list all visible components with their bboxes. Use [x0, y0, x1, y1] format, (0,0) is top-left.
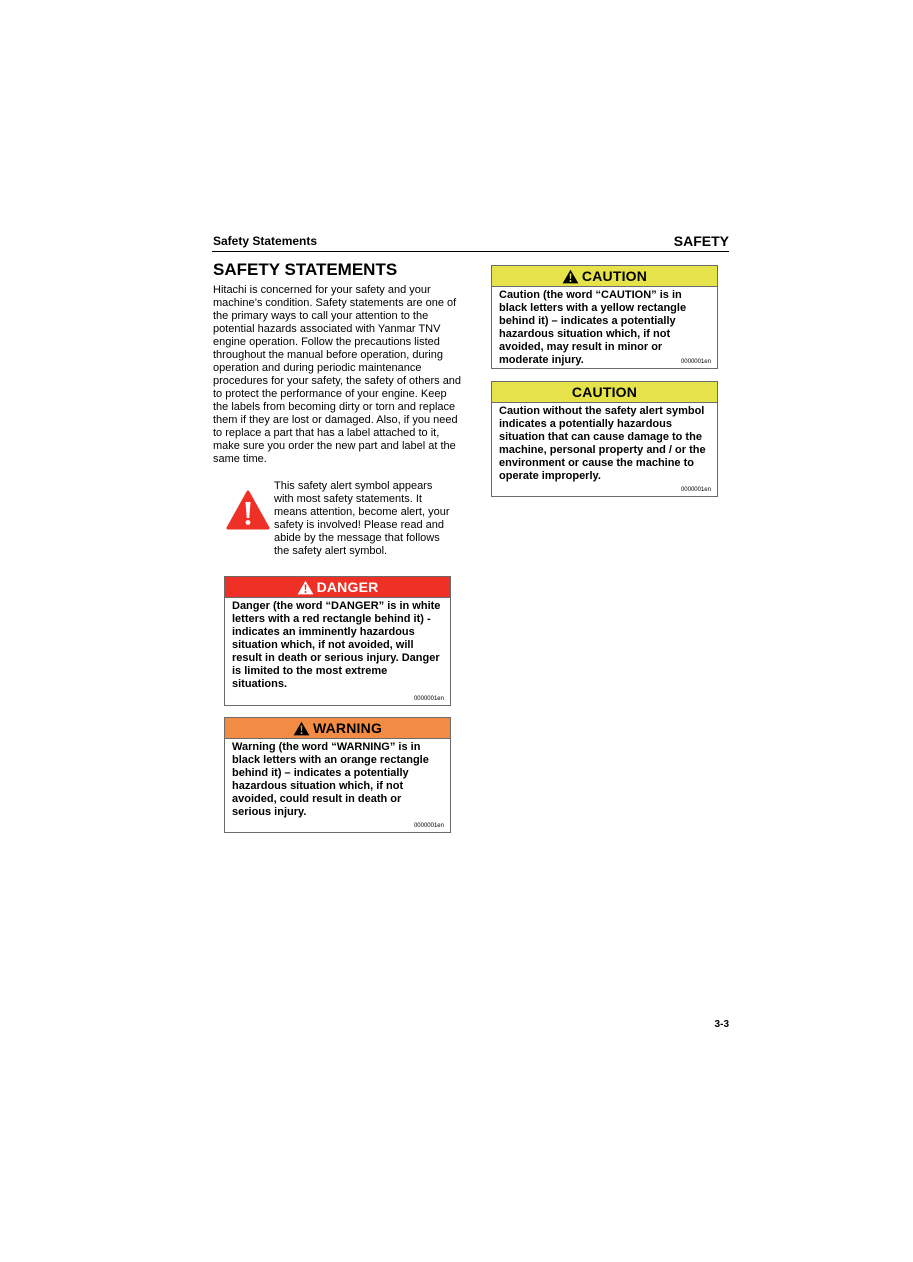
danger-text: Danger (the word “DANGER” is in white letters with a red rectangle behind it) - indicates an imminently hazardous situation which, if not avoided, will result in death or serious injury. Danger is limited to the most extreme situations. — [232, 600, 441, 690]
caution-plain-header — [492, 382, 717, 403]
danger-code: 0000001en — [413, 696, 444, 702]
warning-code: 0000001en — [413, 823, 444, 829]
warning-text: Warning (the word “WARNING” is in black letters with an orange rectangle behind it) – indicates a potentially hazardous situation which, if not avoided, could result in death or serious injury. — [232, 741, 429, 818]
caution-symbol-code: 0000001en — [680, 359, 711, 365]
alert-symbol-description: This safety alert symbol appears with most safety statements. It means attention, become alert, your safety is involved! Please read and abide by the message that follows the safety alert symbol. — [274, 480, 450, 557]
page-title: SAFETY STATEMENTS — [213, 260, 398, 279]
warning-header — [225, 718, 450, 739]
running-header-chapter: SAFETY — [673, 233, 729, 249]
warning-label: WARNING — [312, 720, 383, 736]
caution-symbol-text: Caution (the word “CAUTION” is in black letters with a yellow rectangle behind it) – indicates a potentially hazardous situation which, if not avoided, may result in minor or moderate injury. — [499, 289, 687, 366]
warning-triangle-icon — [297, 580, 314, 595]
running-header-section: Safety Statements — [213, 234, 318, 248]
danger-header — [225, 577, 450, 598]
caution-plain-notice — [491, 381, 718, 497]
caution-plain-label: CAUTION — [571, 384, 638, 400]
safety-alert-icon — [226, 490, 270, 530]
intro-paragraph: Hitachi is concerned for your safety and your machine’s condition. Safety statements are one of the primary ways to call your attention to the potential hazards associated with Yanmar TNV engine operation. Follow the precautions listed throughout the manual before operation, during operation and during periodic maintenance procedures for your safety, the safety of others and to protect the performance of your engine. Keep the labels from becoming dirty or torn and replace them if they are lost or damaged. Also, if you need to replace a part that has a label attached to it, make sure you order the new part and label at the same time. — [213, 284, 462, 465]
caution-plain-text: Caution without the safety alert symbol indicates a potentially hazardous situation that can cause damage to the machine, personal property and / or the environment or cause the machine to operate improperly. — [499, 405, 706, 482]
danger-notice — [224, 576, 451, 706]
page-number: 3-3 — [714, 1019, 729, 1030]
warning-notice — [224, 717, 451, 833]
caution-symbol-label: CAUTION — [581, 268, 648, 284]
caution-symbol-header — [492, 266, 717, 287]
danger-label: DANGER — [316, 579, 379, 595]
warning-triangle-icon — [293, 721, 310, 736]
caution-symbol-notice — [491, 265, 718, 369]
header-divider — [212, 251, 729, 252]
caution-plain-code: 0000001en — [680, 487, 711, 493]
warning-triangle-icon — [562, 269, 579, 284]
